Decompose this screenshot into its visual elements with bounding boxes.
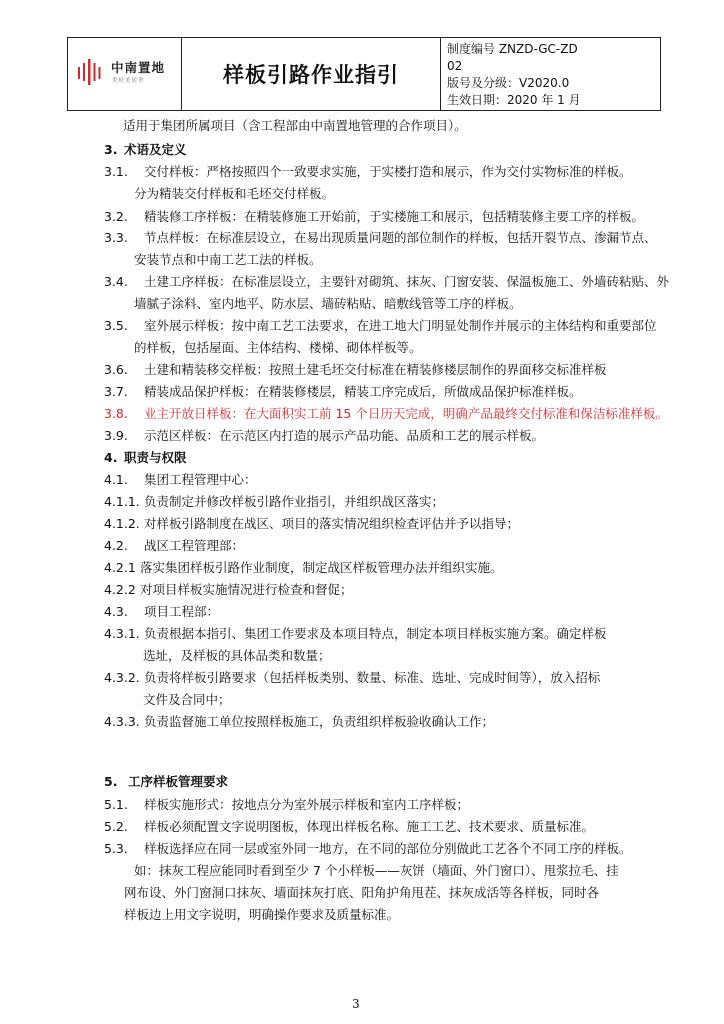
item-5-1: 5.1. 样板实施形式：按地点分为室外展示样板和室内工序样板； [104, 797, 470, 812]
item-3-6: 3.6. 土建和精装移交样板：按照土建毛坯交付标准在精装修楼层制作的界面移交标准样板 [104, 362, 607, 377]
document-header [67, 37, 661, 111]
item-5-3-cont-1: 如：抹灰工程应能同时看到至少 7 个小样板——灰饼（墙面、外门窗口）、甩浆拉毛、挂 [134, 863, 619, 878]
item-3-8: 3.8. 业主开放日样板：在大面积实工前 15 个日历天完成，明确产品最终交付标准和保洁标准样板。 [104, 406, 668, 421]
document-title: 样板引路作业指引 [223, 63, 399, 87]
item-3-2: 3.2. 精装修工序样板：在精装修施工开始前，于实楼施工和展示，包括精装修主要工序的样板。 [104, 209, 645, 224]
item-4-3-1: 4.3.1. 负责根据本指引、集团工作要求及本项目特点，制定本项目样板实施方案。确定样板 [104, 626, 607, 641]
item-4-1-1: 4.1.1. 负责制定并修改样板引路作业指引，并组织战区落实； [104, 494, 445, 509]
logo-slogan: 美好美居舍 [112, 78, 145, 84]
logo-name: 中南置地 [111, 60, 166, 75]
meta-cell [441, 38, 660, 110]
item-5-3-cont-3: 样板边上用文字说明，明确操作要求及质量标准。 [124, 907, 400, 922]
section-5-heading: 5. 工序样板管理要求 [104, 774, 229, 789]
item-4-3-2-cont: 文件及合同中； [143, 692, 231, 707]
doc-code: 制度编号 ZNZD-GC-ZD [447, 42, 578, 56]
item-3-1: 3.1. 交付样板：严格按照四个一致要求实施，于实楼打造和展示，作为交付实物标准的样板。 [104, 164, 632, 179]
item-4-2-2: 4.2.2 对项目样板实施情况进行检查和督促； [104, 582, 353, 597]
item-4-3: 4.3. 项目工程部： [104, 604, 220, 619]
intro-text: 适用于集团所属项目（含工程部由中南置地管理的合作项目）。 [123, 118, 467, 133]
item-5-2: 5.2. 样板必须配置文字说明图板，体现出样板名称、施工工艺、技术要求、质量标准。 [104, 819, 595, 834]
item-4-3-1-cont: 选址，及样板的具体品类和数量； [143, 648, 331, 663]
effective-date: 生效日期：2020 年 1 月 [447, 93, 581, 107]
item-5-3: 5.3. 样板选择应在同一层或室外同一地方，在不同的部位分别做此工艺各个不同工序的样板。 [104, 841, 632, 856]
item-3-5: 3.5. 室外展示样板：按中南工艺工法要求，在进工地大门明显处制作并展示的主体结构和重要部位 [104, 318, 657, 333]
logo-cell [68, 38, 182, 110]
item-4-1-2: 4.1.2. 对样板引路制度在战区、项目的落实情况组织检查评估并予以指导； [104, 516, 520, 531]
item-4-1: 4.1. 集团工程管理中心： [104, 472, 257, 487]
item-3-3-cont: 安装节点和中南工艺工法的样板。 [134, 252, 322, 267]
item-3-1-cont: 分为精装交付样板和毛坯交付样板。 [134, 186, 335, 201]
item-3-4-cont: 墙腻子涂料、室内地平、防水层、墙砖粘贴、暗敷线管等工序的样板。 [134, 296, 522, 311]
version: 版号及分级：V2020.0 [447, 76, 570, 90]
item-3-5-cont: 的样板，包括屋面、主体结构、楼梯、砌体样板等。 [134, 340, 422, 355]
item-3-3: 3.3. 节点样板：在标准层设立，在易出现质量问题的部位制作的样板，包括开裂节点、渗漏节点、 [104, 230, 657, 245]
logo-icon [75, 55, 107, 87]
item-4-3-2: 4.3.2. 负责将样板引路要求（包括样板类别、数量、标准、选址、完成时间等），放入招标 [104, 670, 601, 685]
doc-code-cont: 02 [447, 59, 463, 73]
item-3-7: 3.7. 精装成品保护样板：在精装修楼层，精装工序完成后，所做成品保护标准样板。 [104, 384, 582, 399]
section-4-heading: 4. 职责与权限 [104, 450, 187, 465]
item-4-2-1: 4.2.1 落实集团样板引路作业制度，制定战区样板管理办法并组织实施。 [104, 560, 503, 575]
item-3-4: 3.4. 土建工序样板：在标准层设立，主要针对砌筑、抹灰、门窗安装、保温板施工、外墙砖粘贴、外 [104, 274, 670, 289]
item-4-2: 4.2. 战区工程管理部： [104, 538, 245, 553]
title-cell [182, 38, 441, 110]
item-5-3-cont-2: 网布设、外门窗洞口抹灰、墙面抹灰打底、阳角护角甩茬、抹灰成活等各样板，同时各 [124, 885, 600, 900]
item-3-9: 3.9. 示范区样板：在示范区内打造的展示产品功能、品质和工艺的展示样板。 [104, 428, 545, 443]
page-number: 3 [352, 997, 360, 1011]
item-4-3-3: 4.3.3. 负责监督施工单位按照样板施工，负责组织样板验收确认工作； [104, 714, 495, 729]
section-3-heading: 3. 术语及定义 [104, 142, 187, 157]
